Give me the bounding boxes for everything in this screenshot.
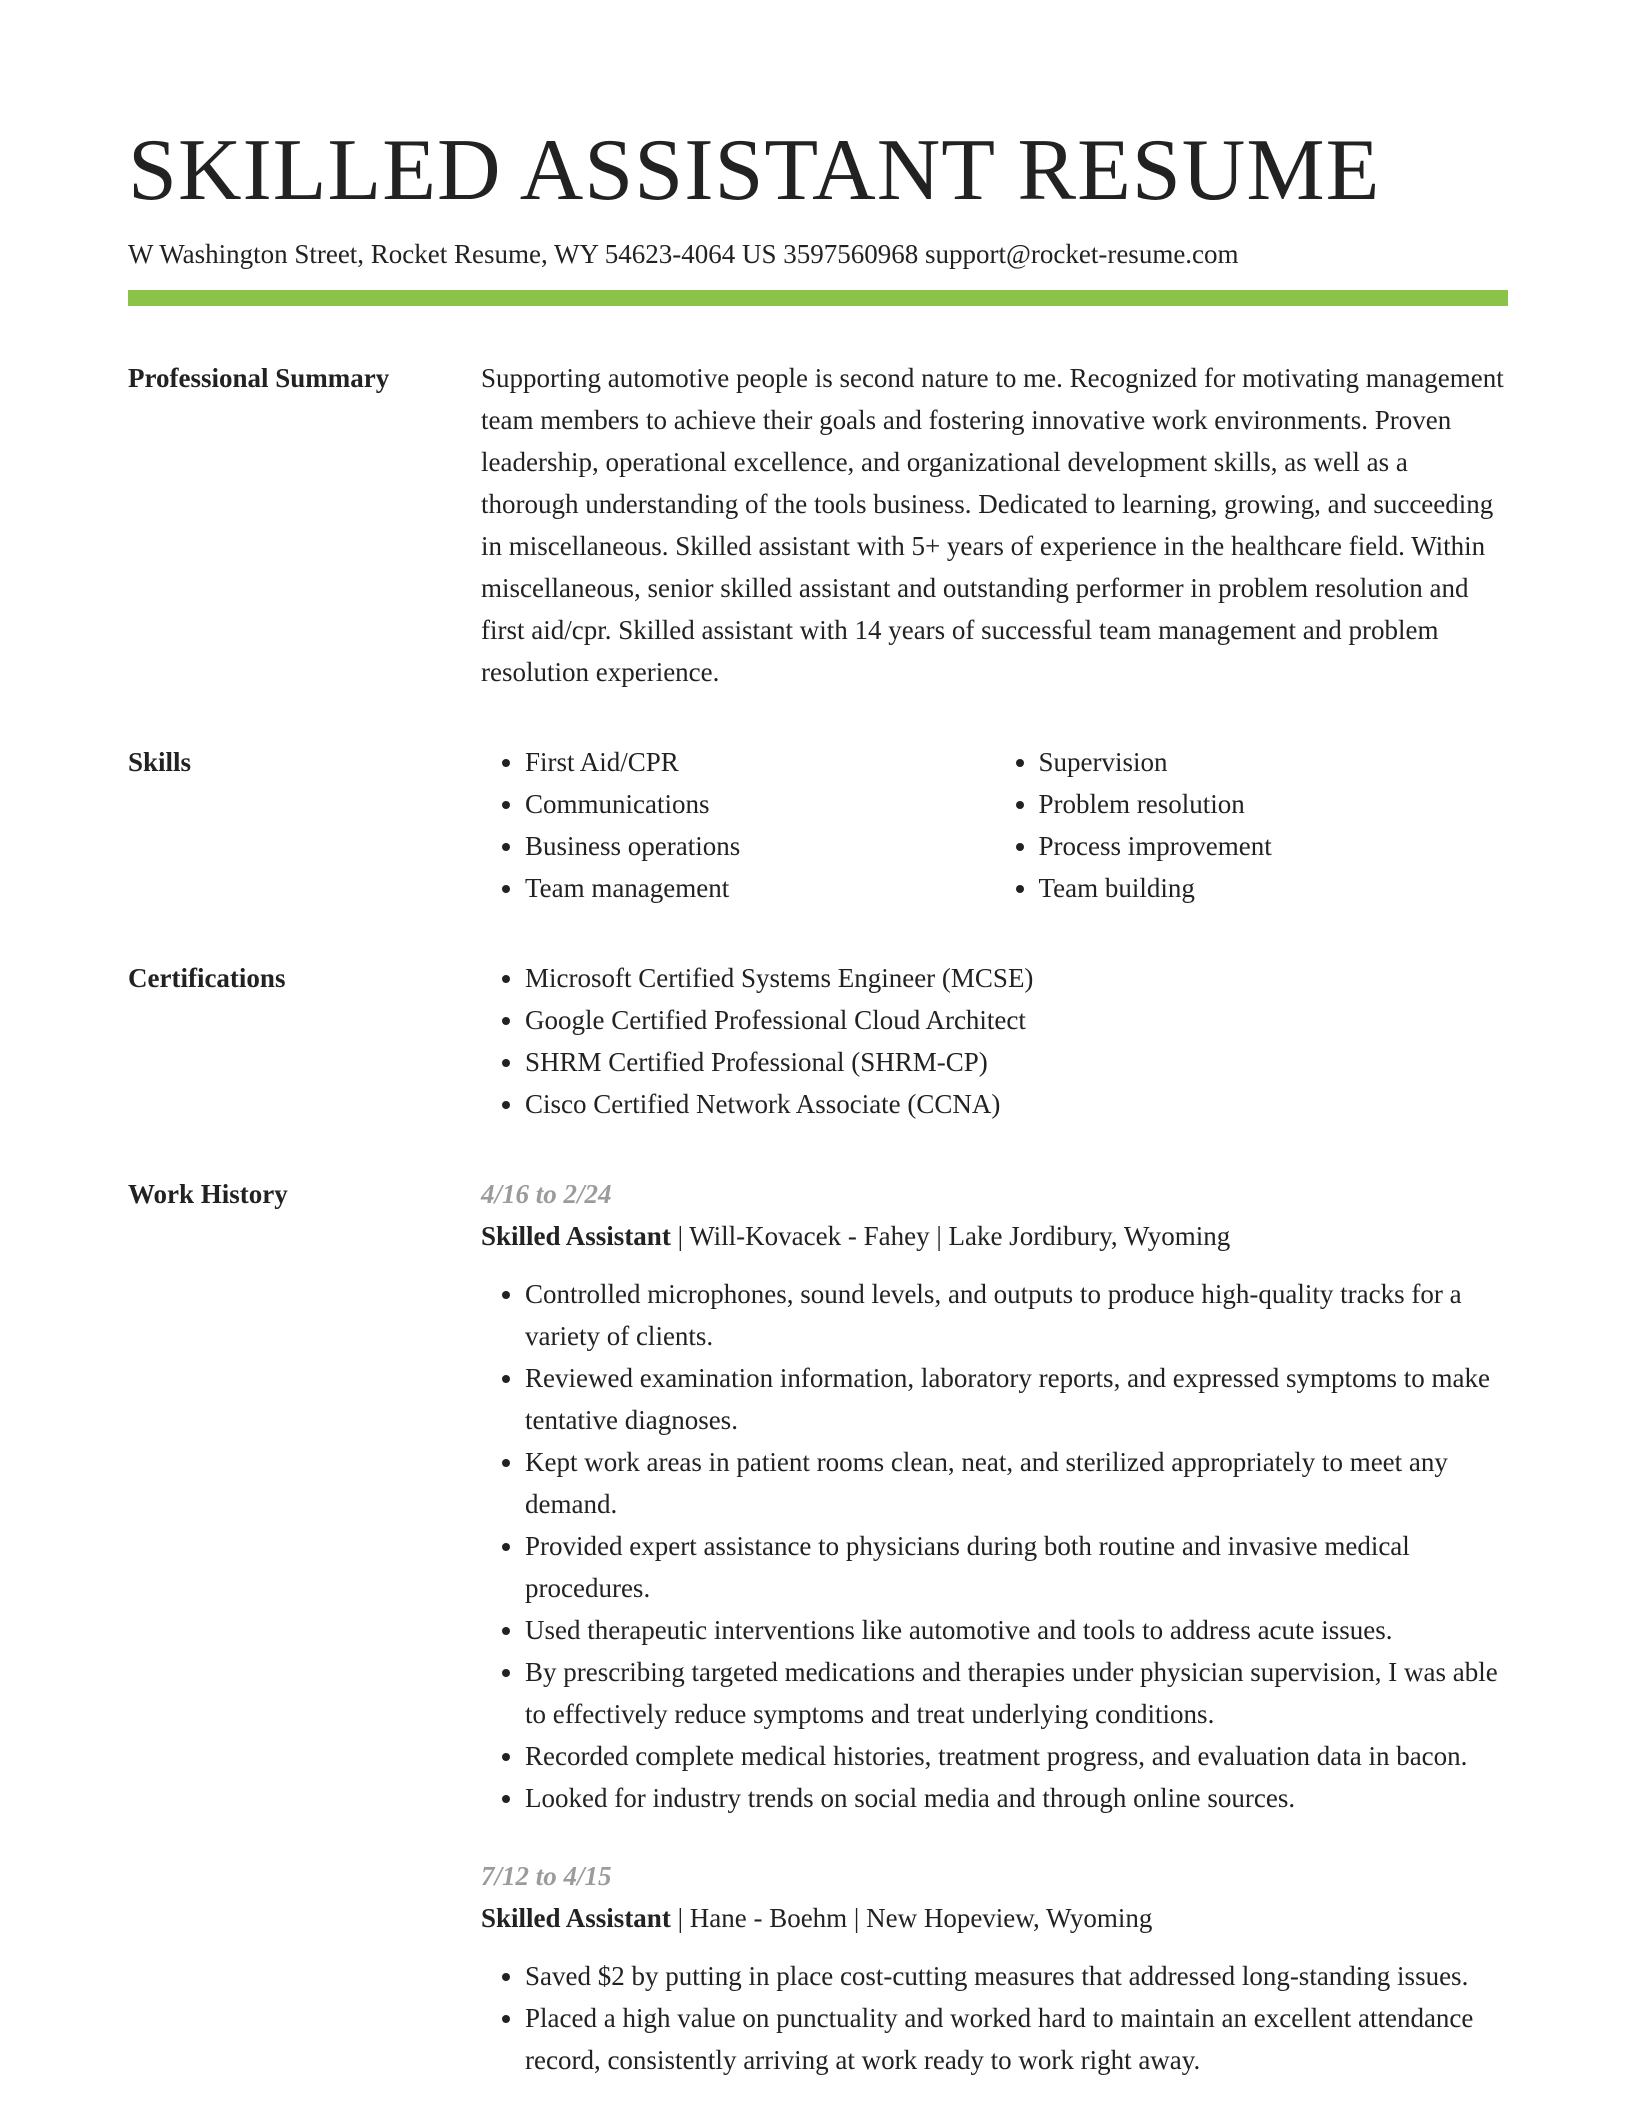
job-entry <box>481 1855 1508 2081</box>
certification-item: • Microsoft Certified Systems Engineer (MCSE) <box>525 957 1508 999</box>
job-bullets <box>481 1273 1508 1819</box>
section-heading: Professional Summary <box>128 363 390 393</box>
job-bullet: • By prescribing targeted medications and therapies under physician supervision, I was able to effectively reduce symptoms and treat underlying conditions. <box>525 1651 1508 1735</box>
job-details: | Hane - Boehm | New Hopeview, Wyoming <box>670 1903 1153 1933</box>
job-bullet: • Placed a high value on punctuality and worked hard to maintain an excellent attendance record, consistently arriving at work ready to work right away. <box>525 1997 1508 2081</box>
contact-line <box>128 236 1508 272</box>
resume-page <box>128 0 1508 2081</box>
skill-item: • Problem resolution <box>1039 783 1509 825</box>
job-dates: 4/16 to 2/24 <box>481 1179 612 1209</box>
certification-item: • Cisco Certified Network Associate (CCNA) <box>525 1083 1508 1125</box>
certification-item: • Google Certified Professional Cloud Architect <box>525 999 1508 1041</box>
skill-item: • Team building <box>1039 867 1509 909</box>
summary-text: Supporting automotive people is second nature to me. Recognized for motivating management team members to achieve their goals and fostering innovative work environments. Proven leadership, operational excellence, and organizational development skills, as well as a thorough understanding of the tools business. Dedicated to learning, growing, and succeeding in miscellaneous. Skilled assistant with 5+ years of experience in the healthcare field. Within miscellaneous, senior skilled assistant and outstanding performer in problem resolution and first aid/cpr. Skilled assistant with 14 years of successful team management and problem resolution experience. <box>481 363 1504 687</box>
job-title-line <box>481 1897 1508 1939</box>
skills-section <box>128 741 1508 909</box>
skill-item: • Supervision <box>1039 741 1509 783</box>
certifications-section <box>128 957 1508 1125</box>
skill-item: • First Aid/CPR <box>525 741 995 783</box>
job-bullet: • Recorded complete medical histories, treatment progress, and evaluation data in bacon. <box>525 1735 1508 1777</box>
summary-section <box>128 357 1508 693</box>
certifications-list <box>481 957 1508 1125</box>
section-content <box>481 1173 1508 2081</box>
job-entry <box>481 1173 1508 1819</box>
job-bullet: • Used therapeutic interventions like automotive and tools to address acute issues. <box>525 1609 1508 1651</box>
job-details: | Will-Kovacek - Fahey | Lake Jordibury, Wyoming <box>670 1221 1231 1251</box>
address: W Washington Street, Rocket Resume, WY 54623-4064 US <box>128 239 777 269</box>
email: support@rocket-resume.com <box>925 239 1239 269</box>
job-title: Skilled Assistant <box>481 1221 671 1251</box>
job-bullet: • Provided expert assistance to physicians during both routine and invasive medical procedures. <box>525 1525 1508 1609</box>
job-bullets <box>481 1955 1508 2081</box>
job-bullet: • Reviewed examination information, laboratory reports, and expressed symptoms to make tentative diagnoses. <box>525 1357 1508 1441</box>
section-content <box>481 957 1508 1125</box>
skill-item: • Process improvement <box>1039 825 1509 867</box>
job-bullet: • Saved $2 by putting in place cost-cutting measures that addressed long-standing issues. <box>525 1955 1508 1997</box>
skills-column-1 <box>481 741 995 909</box>
certification-item: • SHRM Certified Professional (SHRM-CP) <box>525 1041 1508 1083</box>
section-content <box>481 357 1508 693</box>
skill-item: • Communications <box>525 783 995 825</box>
section-heading: Work History <box>128 1179 288 1209</box>
skills-grid <box>481 741 1508 909</box>
resume-title: SKILLED ASSISTANT RESUME <box>128 122 1381 219</box>
section-heading: Certifications <box>128 963 286 993</box>
skill-item: • Business operations <box>525 825 995 867</box>
job-bullet: • Looked for industry trends on social media and through online sources. <box>525 1777 1508 1819</box>
job-bullet: • Controlled microphones, sound levels, and outputs to produce high-quality tracks for a variety of clients. <box>525 1273 1508 1357</box>
phone: 3597560968 <box>783 239 919 269</box>
section-heading: Skills <box>128 747 192 777</box>
job-title-line <box>481 1215 1508 1257</box>
work-history-section <box>128 1173 1508 2081</box>
skill-item: • Team management <box>525 867 995 909</box>
skills-column-2 <box>995 741 1509 909</box>
job-dates: 7/12 to 4/15 <box>481 1861 612 1891</box>
job-bullet: • Kept work areas in patient rooms clean, neat, and sterilized appropriately to meet any demand. <box>525 1441 1508 1525</box>
header-divider <box>128 290 1508 306</box>
job-title: Skilled Assistant <box>481 1903 671 1933</box>
